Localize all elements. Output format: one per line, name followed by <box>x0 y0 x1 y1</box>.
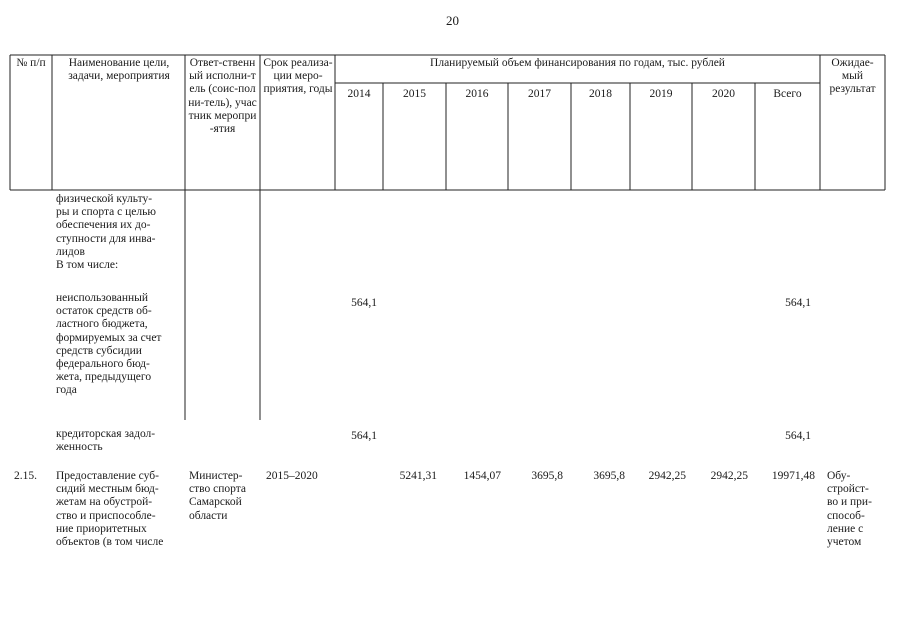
page-number: 20 <box>446 13 459 28</box>
row-continuation-name: физической культу- ры и спорта с целью обеспечения их до- ступности для инва- лидов В том числе: <box>56 193 156 272</box>
row-215-total: 19971,48 <box>771 470 815 482</box>
row-215-2017: 3695,8 <box>531 470 563 482</box>
row-unused-balance-2014: 564,1 <box>351 297 377 309</box>
header-year-2016: 2016 <box>465 88 489 100</box>
row-accounts-payable-name: кредиторская задол- женность <box>56 428 156 454</box>
row-215-name: Предоставление суб- сидий местным бюд- жетам на обустрой- ство и приспособле- ние приоритетных объектов (в том числе <box>56 470 164 549</box>
row-unused-balance-name: неиспользованный остаток средств об- ластного бюджета, формируемых за счет средств субсидии федерального бюд- жета, предыдущего года <box>56 292 162 397</box>
header-year-2018: 2018 <box>589 88 612 100</box>
header-year-2020: 2020 <box>712 88 735 100</box>
header-col-name: Наименование цели, задачи, мероприятия <box>68 57 170 83</box>
header-col-result: Ожидае-мый результат <box>829 57 876 96</box>
row-215-responsible: Министер- ство спорта Самарской области <box>189 470 246 522</box>
row-215-2018: 3695,8 <box>593 470 625 482</box>
row-accounts-payable-total: 564,1 <box>785 430 811 442</box>
row-215-2016: 1454,07 <box>463 470 501 482</box>
row-unused-balance-total: 564,1 <box>785 297 811 309</box>
row-215-result: Обу- стройст- во и при- способ- ление с учетом <box>827 470 872 549</box>
header-year-2019: 2019 <box>649 88 673 100</box>
header-year-2014: 2014 <box>347 88 371 100</box>
row-215-2019: 2942,25 <box>648 470 686 482</box>
header-col-responsible: Ответ-ственный исполни-тель (соис-полни-тель), участник меропри-ятия <box>188 57 257 136</box>
row-215-num: 2.15. <box>14 470 37 482</box>
header-year-2017: 2017 <box>528 88 551 100</box>
row-215-2015: 5241,31 <box>399 470 437 482</box>
header-total: Всего <box>773 88 802 100</box>
header-year-2015: 2015 <box>403 88 426 100</box>
row-215-2020: 2942,25 <box>710 470 748 482</box>
row-accounts-payable-2014: 564,1 <box>351 430 377 442</box>
row-215-period: 2015–2020 <box>266 470 318 482</box>
header-col-num: № п/п <box>16 57 46 69</box>
header-col-period: Срок реализа-ции меро-приятия, годы <box>263 57 333 96</box>
header-funding-group: Планируемый объем финансирования по годам, тыс. рублей <box>430 57 725 69</box>
